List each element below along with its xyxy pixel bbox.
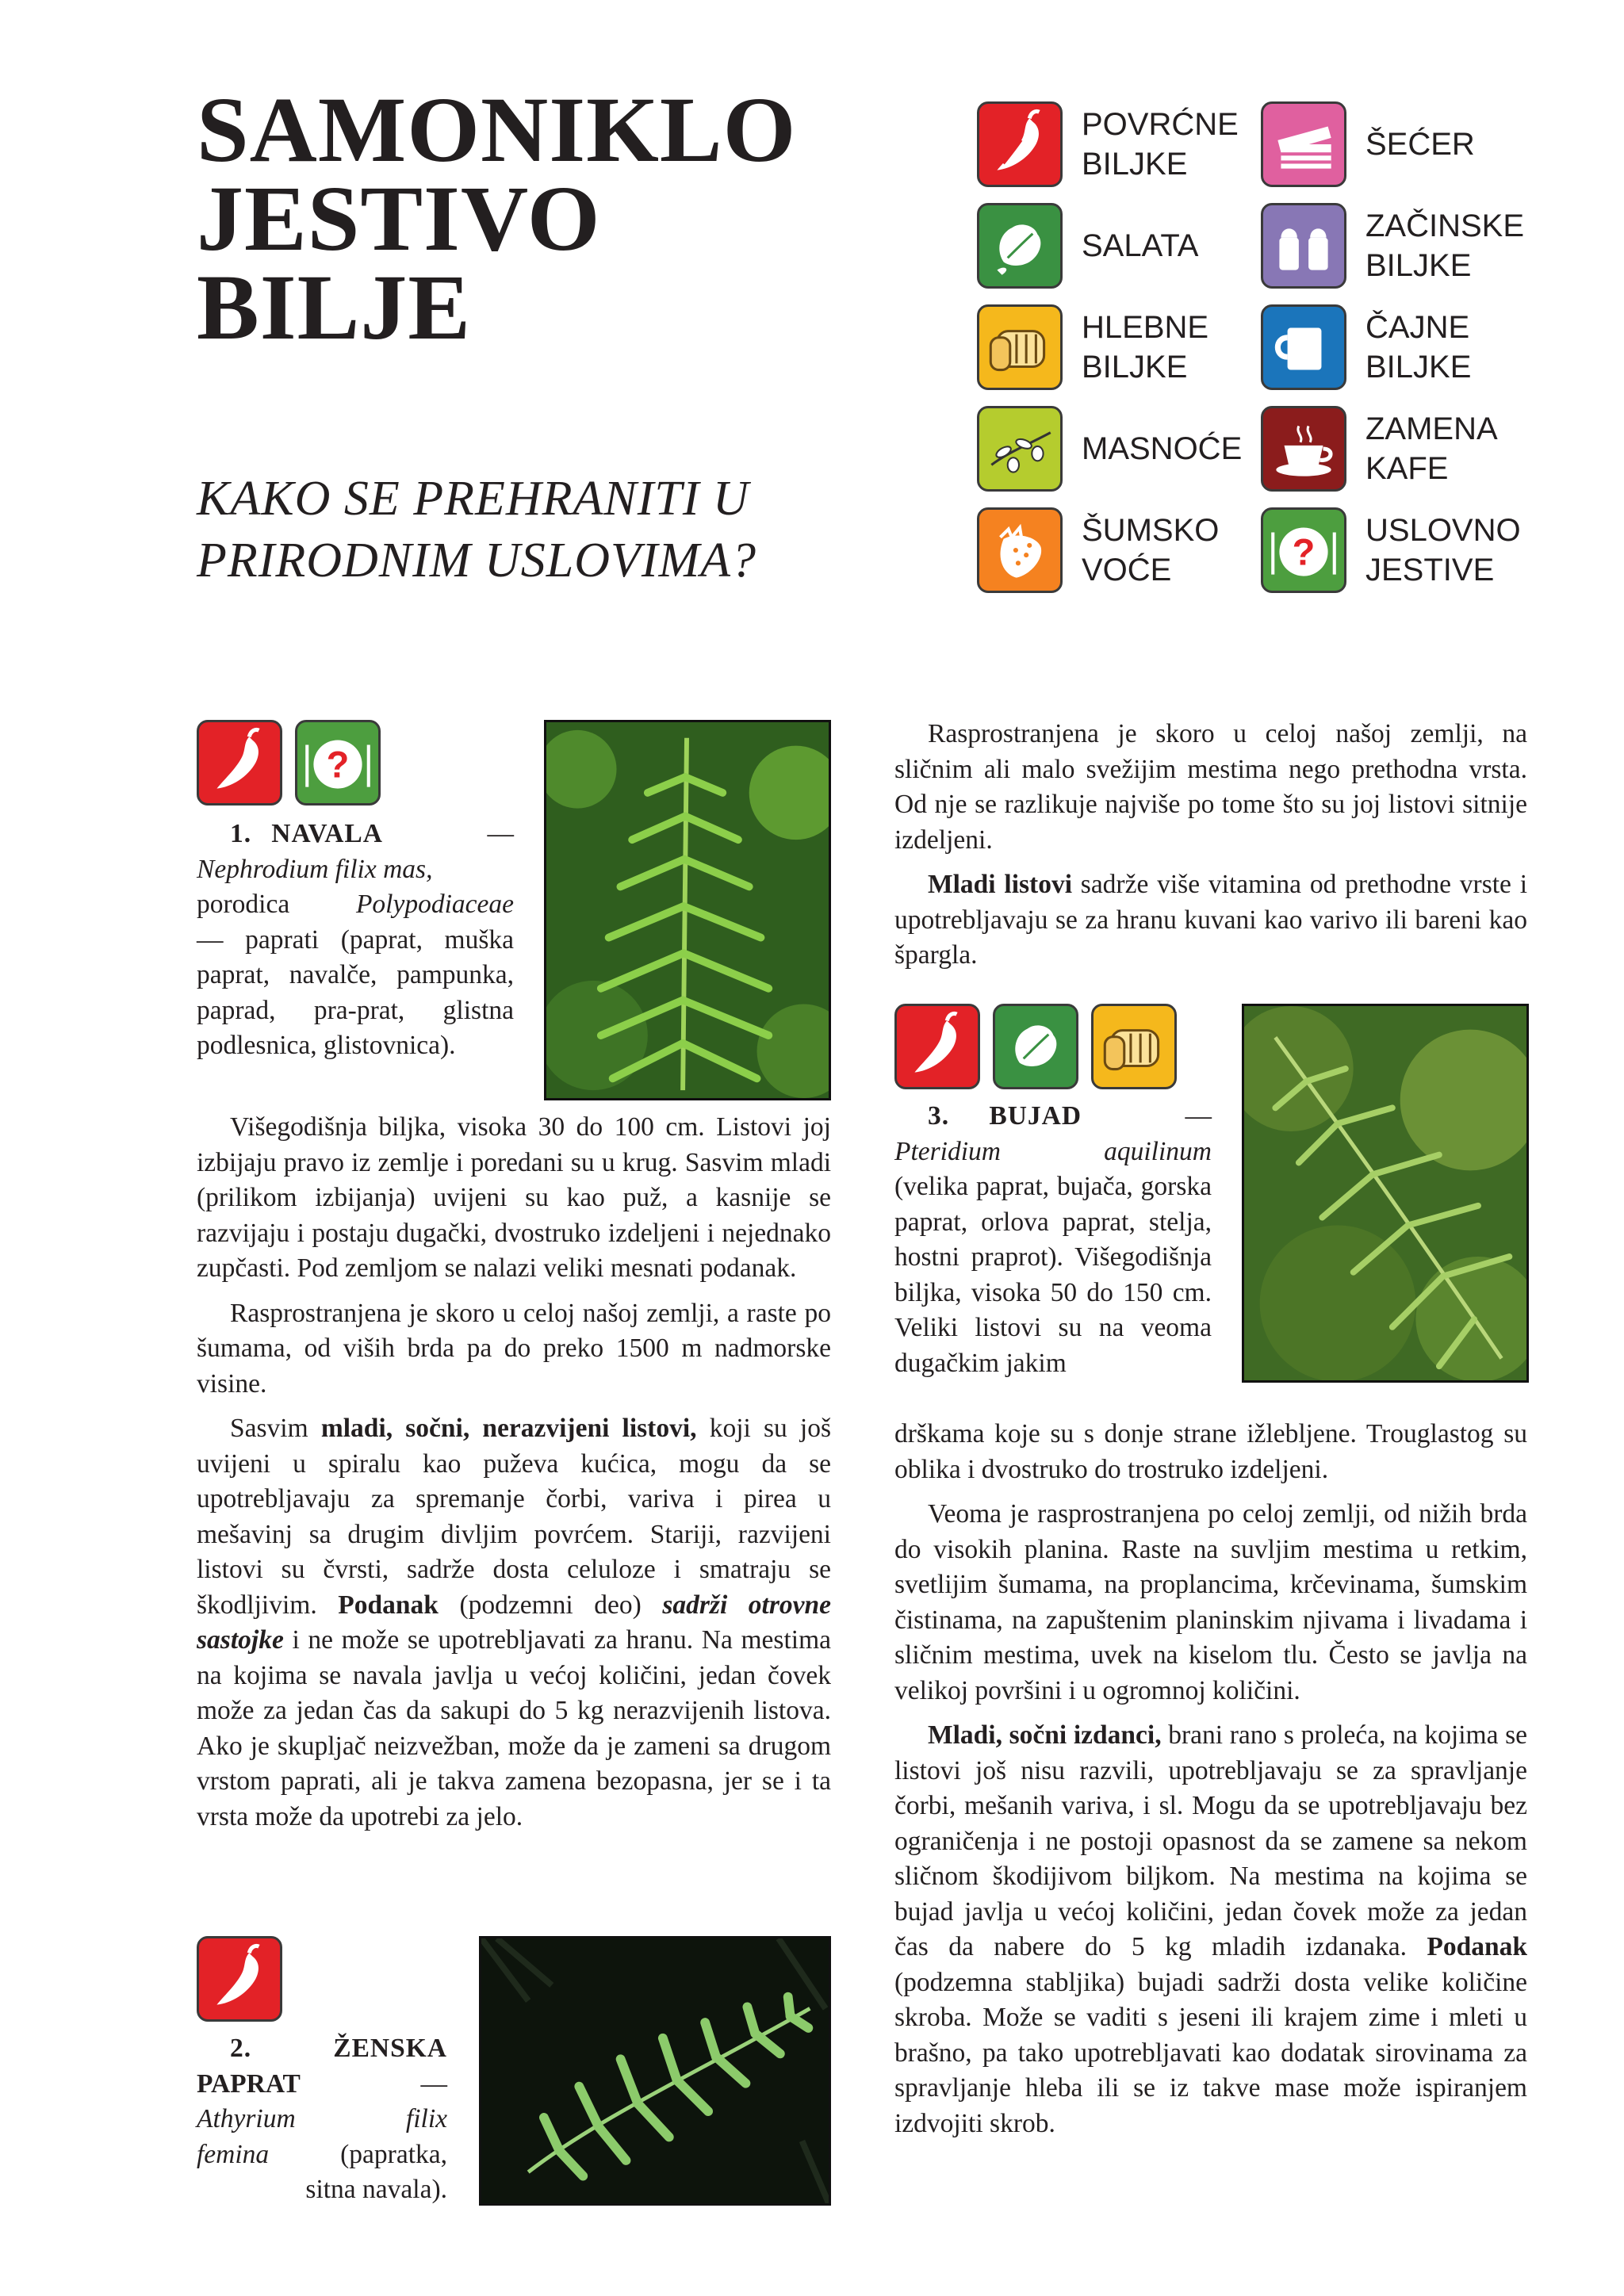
text-run: Mladi, sočni izdanci, [928, 1720, 1162, 1750]
navala-fern-photo [544, 720, 831, 1100]
legend-label: USLOVNO JESTIVE [1365, 513, 1521, 587]
plant-name: PAPRAT [197, 2068, 301, 2099]
svg-text:?: ? [1292, 531, 1316, 573]
subtitle-line-1: KAKO SE PREHRANITI U [197, 472, 749, 526]
legend-item-masnoce [977, 406, 1262, 493]
legend-item-uslovno [1261, 507, 1546, 595]
legend-item-zacinske [1261, 203, 1546, 290]
text-run: mladi, sočni, nerazvijeni listovi, [320, 1414, 697, 1443]
heading-dash: — [1185, 1101, 1212, 1131]
heading-dash: — [487, 819, 514, 848]
text-run: brani rano s proleća, na kojima se listovi još nisu razvili, upotrebljavaju se za spravljanje čorbi, mešanih variva, i sl. Mogu da se upotrebljavaju bez ograničenja i ne postoji opasnost da se zamene sa nekom sličnom škodijivom biljkom. Na mestima na kojima se bujad javlja u većoj količini, jedan čovek može za jedan čas da nabere do 5 kg mladih izdanaka. [894, 1720, 1527, 1961]
legend-item-cajne [1261, 304, 1546, 392]
navala-heading [197, 817, 514, 852]
text-run: Sasvim [230, 1414, 308, 1443]
paragraph [894, 1718, 1527, 2141]
legend-label: SALATA [1082, 228, 1199, 263]
plant-name: NAVALA [271, 819, 383, 848]
legend-label: ZAČINSKE BILJKE [1365, 209, 1525, 283]
lettuce-icon [977, 203, 1063, 289]
svg-text:?: ? [326, 744, 350, 786]
plant-number: 3. [928, 1101, 950, 1131]
spice-shakers-icon [1261, 203, 1346, 289]
plant-number: 2. [230, 2034, 252, 2063]
navala-body [197, 1110, 831, 1844]
bujad-fern-photo [1242, 1004, 1529, 1383]
coffee-cup-icon [1261, 406, 1346, 492]
bread-icon [977, 304, 1063, 390]
latin-name: Pteridium aquilinum [894, 1136, 1212, 1166]
subtitle-line-2: PRIRODNIM USLOVIMA? [197, 534, 757, 587]
text-run: koji su još uvijeni u spiralu kao puževa kućica, mogu da se upotrebljavaju za spremanje čorbi, variva i pirea u mešavinj sa drugim divljim povrćem. Stariji, razvijeni listovi su čvrsti, sadrže dosta celuloze i smatraju se škodljivim. [197, 1414, 831, 1620]
plant-number: 1. [230, 819, 252, 848]
strawberry-icon [977, 507, 1063, 593]
text-run: Podanak [338, 1590, 439, 1620]
text-run: i ne može se upotrebljavati za hranu. Na mestima na kojima se navala javlja u većoj količini, jedan čovek može za jedan čas da sakupi do 5 kg nerazvijenih listova. Ako je skupljač neizvežban, može da je zameni sa drugom vrstom paprati, ali je takva zamena bezopasna, jer se i ta vrsta može da upotrebi za jelo. [197, 1625, 832, 1831]
text-run: Mladi listovi [928, 870, 1072, 899]
legend-item-povrcne [977, 101, 1262, 189]
plant-name: ŽENSKA [333, 2034, 447, 2063]
legend-label: ŠEĆER [1365, 127, 1475, 162]
question-plate-icon [1261, 507, 1346, 593]
bread-icon [1091, 1004, 1177, 1089]
pepper-icon [977, 101, 1063, 187]
latin-name: femina [197, 2139, 270, 2169]
latin-name: Nephrodium filix mas, [197, 854, 433, 884]
legend-item-kafa [1261, 406, 1546, 493]
zenska-synonyms: (papratka, sitna navala). [305, 2139, 447, 2204]
paragraph [197, 1411, 831, 1835]
pepper-icon [197, 1936, 282, 2022]
mug-icon [1261, 304, 1346, 390]
legend-item-sumsko [977, 507, 1262, 595]
text-run: sadrže više vitamina od prethodne vrste i upotrebljavaju se za hranu kuvani kao varivo ili bareni kao špargla. [894, 870, 1528, 970]
latin-name: Athyrium [197, 2104, 296, 2133]
title-line-2: JESTIVO [197, 166, 601, 270]
text-run: (podzemni deo) [459, 1590, 642, 1620]
legend-item-hlebne [977, 304, 1262, 392]
family-prefix: porodica [197, 890, 290, 919]
paragraph: Višegodišnja biljka, visoka 30 do 100 cm. Listovi joj izbijaju pravo iz zemlje i poredani su u krug. Sasvim mladi (prilikom izbijanja) uvijeni su kao puž, a kasnije se razvijaju i postaju dugački, dvostruko izdeljeni i nejednako zupčasti. Pod zemljom se nalazi veliki mesnati podanak. [197, 1112, 831, 1283]
lettuce-icon [993, 1004, 1078, 1089]
legend-label: ŠUMSKO VOĆE [1082, 513, 1220, 587]
paragraph: drškama koje su s donje strane ižlebljene. Trouglastog su oblika i dvostruko do trostruko izdeljeni. [894, 1419, 1527, 1484]
title-line-1: SAMONIKLO [197, 78, 797, 182]
pepper-icon [894, 1004, 980, 1089]
paragraph: Veoma je rasprostranjena po celoj zemlji, od nižih brda do visokih planina. Raste na suvljim mestima u retkim, svetlijim šumama, na proplancima, krčevinama, šumskim čistinama, na zapuštenim planinskim njivama i livadama i sličnim mestima, uvek na kiselom tlu. Često se javlja na velikoj površini i u ogromnoj količini. [894, 1499, 1527, 1705]
legend-label: POVRĆNE BILJKE [1082, 107, 1239, 182]
zenska-paprat-intro [197, 2031, 447, 2208]
bujad-synonyms: (velika paprat, bujača, gorska paprat, orlova paprat, stelja, hostni praprot). Višegodišnja biljka, visoka 50 do 150 cm. Veliki listovi su na veoma dugačkim jakim [894, 1172, 1212, 1378]
legend-label: HLEBNE BILJKE [1082, 310, 1209, 385]
paragraph: Rasprostranjena je skoro u celoj našoj zemlji, na sličnim ali malo svežijim mestima nego prethodna vrsta. Od nje se razlikuje najviše po tome što su joj listovi sitnije izdeljeni. [894, 719, 1527, 855]
legend-label: ZAMENA KAFE [1365, 411, 1498, 486]
title-line-3: BILJE [197, 255, 472, 359]
legend-label: ČAJNE BILJKE [1365, 310, 1472, 385]
text-run: Podanak [1427, 1932, 1528, 1961]
bujad-body [894, 1417, 1527, 2151]
page-subtitle [197, 468, 863, 591]
page-title [197, 78, 797, 359]
navala-synonyms: — paprati (paprat, muška paprat, navalče, pampunka, paprad, pra-prat, glistna podlesnica, glistovnica). [197, 924, 514, 1060]
question-plate-icon [295, 720, 381, 806]
family-name: Polypodiaceae [355, 890, 514, 919]
plant-name: BUJAD [989, 1101, 1082, 1131]
zenska-paprat-body [894, 717, 1527, 983]
text-run: sadrži otrovne sastojke [197, 1590, 832, 1655]
legend-item-secer [1261, 101, 1546, 189]
text-run: (podzemna stabljika) bujadi sadrži dosta velike količine skroba. Može se vaditi s jeseni ili krajem zime i mleti u brašno, pa tako upotrebljavati kao dodatak sirovinama za spravljanje hleba ili se iz takve mase može ispiranjem izdvojiti skrob. [894, 1967, 1527, 2138]
paragraph: Rasprostranjena je skoro u celoj našoj zemlji, a raste po šumama, od viših brda pa do preko 1500 m nadmorske visine. [197, 1298, 831, 1399]
legend-item-salata [977, 203, 1262, 290]
heading-dash: — [420, 2068, 447, 2099]
bujad-intro [894, 1099, 1212, 1381]
olive-branch-icon [977, 406, 1063, 492]
pepper-icon [197, 720, 282, 806]
latin-name: filix [405, 2104, 447, 2133]
navala-intro [197, 817, 514, 1064]
cake-icon [1261, 101, 1346, 187]
zenska-paprat-photo [479, 1936, 831, 2206]
zenska-heading [197, 2031, 447, 2067]
legend-label: MASNOĆE [1082, 431, 1243, 466]
paragraph [894, 867, 1527, 974]
bujad-heading [894, 1099, 1212, 1135]
